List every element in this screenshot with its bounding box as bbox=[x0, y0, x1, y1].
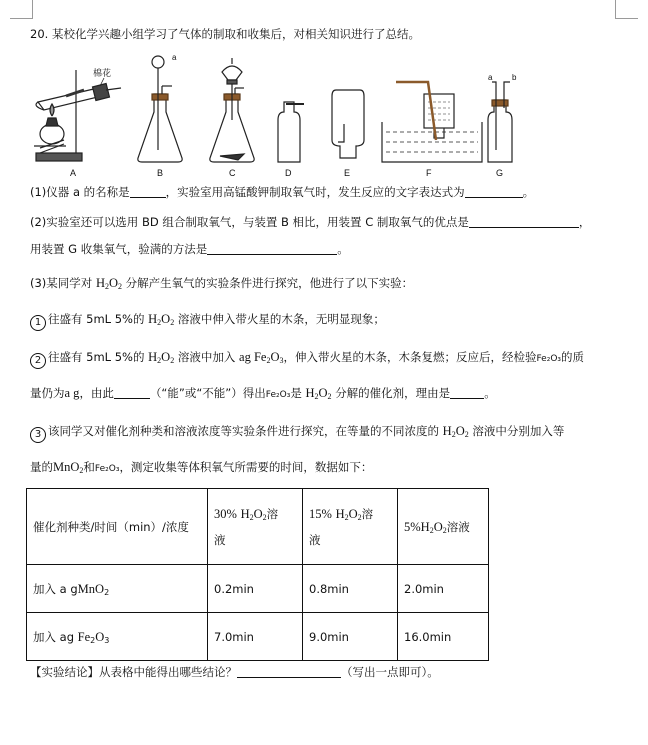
blank-1[interactable] bbox=[130, 185, 166, 198]
apparatus-c bbox=[210, 58, 254, 162]
step2-text-2: 溶液中加入 bbox=[177, 350, 236, 364]
step2-text-4: ，伸入带火星的木条，木条复燃；反应后，经检验 bbox=[283, 350, 537, 364]
step1 bbox=[30, 311, 385, 331]
step3-text-3: 量的 bbox=[30, 460, 53, 474]
formula-fe2o3-small: Fe₂O₃ bbox=[536, 354, 562, 364]
label-g-b: b bbox=[512, 73, 517, 82]
part2-line2 bbox=[30, 241, 349, 257]
cell-value: 7.0min bbox=[208, 613, 303, 661]
formula-fe2o3-small: Fe₂O₃ bbox=[94, 464, 120, 474]
formula-h2o2: $H_2O_2$ bbox=[305, 386, 332, 401]
part3-intro bbox=[30, 275, 413, 291]
question-intro-text: 某校化学兴趣小组学习了气体的制取和收集后，对相关知识进行了总结。 bbox=[51, 27, 420, 41]
formula-h2o2: $H_2O_2$ bbox=[442, 424, 469, 439]
cell-value: 0.8min bbox=[303, 565, 398, 613]
step2-number: 2 bbox=[30, 353, 46, 369]
crop-mark-top-right bbox=[615, 0, 638, 19]
part3-text-2: 分解产生氧气的实验条件进行探究，他进行了以下实验： bbox=[125, 276, 414, 290]
label-F: F bbox=[426, 168, 432, 178]
step2-line1 bbox=[30, 349, 584, 369]
conclusion-text-1: 【实验结论】从表格中能得出哪些结论？ bbox=[30, 665, 237, 679]
label-B: B bbox=[157, 168, 164, 178]
step3-text-1: 该同学又对催化剂种类和溶液浓度等实验条件进行探究，在等量的不同浓度的 bbox=[48, 424, 439, 438]
blank-3[interactable] bbox=[469, 215, 579, 228]
blank-6[interactable] bbox=[450, 386, 484, 399]
step2-text-12: 。 bbox=[484, 386, 496, 400]
step3-text-5: ，测定收集等体积氧气所需要的时间，数据如下： bbox=[119, 460, 373, 474]
apparatus-figure bbox=[26, 50, 536, 182]
step2-text-6: 量仍为 bbox=[30, 386, 65, 400]
step2-text-5: 的质 bbox=[561, 350, 585, 364]
step2-text-11: 分解的催化剂，理由是 bbox=[335, 386, 451, 400]
cell-value: 0.2min bbox=[208, 565, 303, 613]
apparatus-d bbox=[278, 102, 304, 162]
table-row bbox=[27, 565, 489, 613]
formula-ag-fe2o3: ag $Fe_2O_3$ bbox=[239, 350, 284, 365]
label-D: D bbox=[285, 168, 292, 178]
step3-number: 3 bbox=[30, 427, 46, 443]
step3-text-2: 溶液中分别加入等 bbox=[472, 424, 565, 438]
formula-mno2: MnO$_2$ bbox=[53, 460, 84, 475]
part1-text-1: (1)仪器 a 的名称是 bbox=[30, 185, 130, 199]
step3-text-4: 和 bbox=[83, 460, 95, 474]
label-G: G bbox=[496, 168, 504, 178]
formula-h2o2: $H_2O_2$ bbox=[95, 276, 123, 291]
step2-text-1: 往盛有 5mL 5%的 bbox=[48, 350, 145, 364]
step2-mass: a g bbox=[64, 386, 80, 400]
formula-h2o2: $H_2O_2$ bbox=[148, 350, 175, 365]
step2-text-9: （“能”或“不能”）得出 bbox=[149, 386, 266, 400]
apparatus-b bbox=[138, 56, 182, 162]
apparatus-f bbox=[382, 82, 482, 162]
table-corner-cell: 催化剂种类/时间（min）/浓度 bbox=[27, 489, 208, 565]
data-table bbox=[26, 488, 489, 661]
part1-text-3: 。 bbox=[522, 185, 535, 199]
cell-value: 16.0min bbox=[398, 613, 489, 661]
crop-mark-top-left bbox=[10, 0, 33, 19]
cell-value: 2.0min bbox=[398, 565, 489, 613]
blank-7[interactable] bbox=[237, 665, 341, 678]
step2-text-10: 是 bbox=[290, 386, 302, 400]
cell-value: 9.0min bbox=[303, 613, 398, 661]
question-intro bbox=[30, 26, 420, 42]
label-A: A bbox=[70, 168, 77, 178]
step1-number: 1 bbox=[30, 315, 46, 331]
table-header-30: 30% $H_2O_2$溶 液 bbox=[208, 489, 303, 565]
apparatus-g bbox=[488, 82, 512, 162]
conclusion bbox=[30, 664, 439, 680]
step2-line2 bbox=[30, 385, 496, 403]
part1-text-2: ，实验室用高锰酸钾制取氧气时，发生反应的文字表达式为 bbox=[165, 185, 465, 199]
step1-text-2: 溶液中伸入带火星的木条，无明显现象； bbox=[177, 312, 385, 326]
part2-text-2: ， bbox=[578, 215, 591, 229]
step2-text-8: ，由此 bbox=[79, 386, 114, 400]
part1 bbox=[30, 184, 534, 200]
part2-line1 bbox=[30, 214, 590, 230]
table-header-15: 15% $H_2O_2$溶 液 bbox=[303, 489, 398, 565]
step3-line2 bbox=[30, 459, 372, 477]
formula-h2o2: $H_2O_2$ bbox=[148, 312, 175, 327]
table-row bbox=[27, 613, 489, 661]
step1-text-1: 往盛有 5mL 5%的 bbox=[48, 312, 145, 326]
question-number: 20. bbox=[30, 27, 49, 41]
blank-5[interactable] bbox=[114, 386, 150, 399]
apparatus-a bbox=[34, 70, 121, 161]
cotton-label: 棉花 bbox=[93, 68, 112, 78]
blank-2[interactable] bbox=[465, 185, 523, 198]
label-g-a: a bbox=[488, 73, 493, 82]
blank-4[interactable] bbox=[207, 242, 337, 255]
part3-text-1: (3)某同学对 bbox=[30, 276, 93, 290]
part2-text-3: 用装置 G 收集氧气，验满的方法是 bbox=[30, 242, 208, 256]
table-header-5: $5\%H_2O_2$溶液 bbox=[398, 489, 489, 565]
part2-text-1: (2)实验室还可以选用 BD 组合制取氧气，与装置 B 相比，用装置 C 制取氧气的优点是 bbox=[30, 215, 469, 229]
formula-fe2o3-small: Fe₂O₃ bbox=[265, 390, 291, 400]
label-C: C bbox=[229, 168, 236, 178]
conclusion-text-2: （写出一点即可）。 bbox=[341, 665, 439, 679]
step3-line1 bbox=[30, 423, 564, 443]
row-label-mno2: 加入 a gMnO$_2$ bbox=[27, 565, 208, 613]
table-header-row bbox=[27, 489, 489, 565]
row-label-fe2o3: 加入 ag $Fe_2O_3$ bbox=[27, 613, 208, 661]
part2-text-4: 。 bbox=[337, 242, 349, 256]
label-E: E bbox=[344, 168, 351, 178]
label-small-a: a bbox=[172, 53, 177, 62]
apparatus-e bbox=[332, 90, 364, 158]
